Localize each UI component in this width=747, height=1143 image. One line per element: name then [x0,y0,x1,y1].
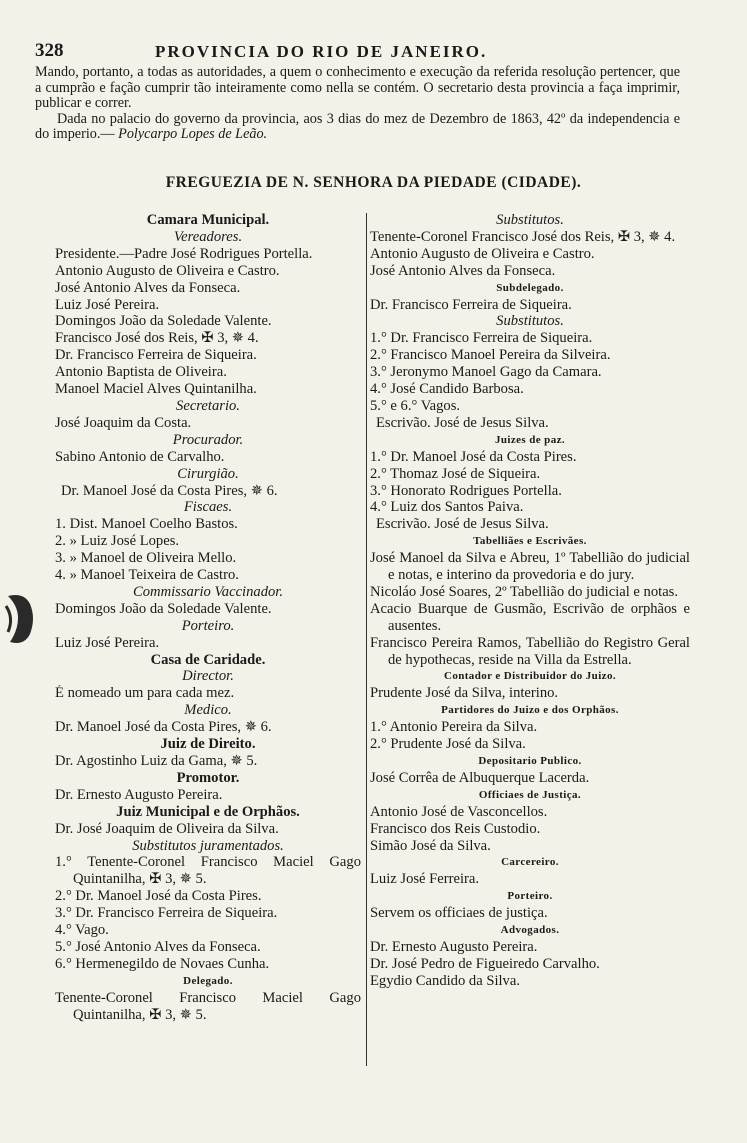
ink-blot-mark [4,590,38,648]
entry-line: 1.° Dr. Francisco Ferreira de Siqueira. [370,330,593,347]
role-heading: Director. [182,668,234,685]
entry-line: 2.° Dr. Manoel José da Costa Pires. [55,888,262,905]
intro-text [35,65,680,143]
role-heading: Advogados. [500,924,560,937]
role-heading: Delegado. [183,974,233,987]
entry-line: 1.° Dr. Manoel José da Costa Pires. [370,448,577,465]
section-heading: Juiz Municipal e de Orphãos. [116,803,300,820]
entry-line: 2.° Francisco Manoel Pereira da Silveira. [370,347,611,364]
entry-line: José Corrêa de Albuquerque Lacerda. [370,769,590,786]
role-heading: Vereadores. [173,228,243,245]
entry-line: José Manoel da Silva e Abreu, 1º Tabellião do judicial e notas, e interino da provedoria e do jury. [370,550,690,584]
entry-line: Dr. Francisco Ferreira de Siqueira. [370,296,572,313]
entry-line: Tenente-Coronel Francisco José dos Reis, ✠ 3, ✵ 4. [370,228,676,245]
entry-line: 3.° Jeronymo Manoel Gago da Camara. [370,364,602,381]
role-heading: Carcereiro. [501,856,559,869]
entry-line: Dr. José Pedro de Figueiredo Carvalho. [370,955,600,972]
role-heading: Fiscaes. [183,499,233,516]
entry-line: Simão José da Silva. [370,837,491,854]
entry-line: É nomeado um para cada mez. [55,685,235,702]
section-heading: Promotor. [176,769,240,786]
role-heading: Partidores do Juizo e dos Orphãos. [441,704,619,717]
entry-line: Sabino Antonio de Carvalho. [55,448,225,465]
entry-line: Prudente José da Silva, interino. [370,685,559,702]
role-heading: Medico. [184,702,232,719]
role-heading: Commissario Vaccinador. [133,583,283,600]
clerk-line: Escrivão. José de Jesus Silva. [376,414,549,431]
section-title: FREGUEZIA DE N. SENHORA DA PIEDADE (CIDADE). [165,174,582,191]
role-heading: Depositario Publico. [478,755,582,767]
entry-line: Nicoláo José Soares, 2º Tabellião do judicial e notas. [370,583,679,600]
entry-line: José Antonio Alves da Fonseca. [55,279,241,296]
entry-line: Antonio Augusto de Oliveira e Castro. [55,262,280,279]
entry-line: Francisco dos Reis Custodio. [370,820,541,837]
entry-line: Tenente-Coronel Francisco Maciel Gago Quintanilha, ✠ 3, ✵ 5. [55,989,361,1023]
role-heading: Cirurgião. [177,465,239,482]
entry-line: Luiz José Ferreira. [370,871,480,888]
entry-line: 4.° José Candido Barbosa. [370,381,524,398]
entry-line: 2. » Luiz José Lopes. [55,533,180,550]
entry-line: Domingos João da Soledade Valente. [55,600,272,617]
entry-line: Dr. José Joaquim de Oliveira da Silva. [55,820,279,837]
role-heading: Subdelegado. [496,281,564,294]
entry-line: 5.° José Antonio Alves da Fonseca. [55,938,261,955]
role-heading: Tabelliães e Escrivães. [473,535,587,548]
entry-line: Luiz José Pereira. [55,296,160,313]
entry-line: Dr. Agostinho Luiz da Gama, ✵ 5. [55,753,258,769]
entry-line: José Joaquim da Costa. [55,414,192,431]
role-heading: Porteiro. [181,617,235,634]
entry-line: 3.° Dr. Francisco Ferreira de Siqueira. [55,905,278,922]
entry-line: Acacio Buarque de Gusmão, Escrivão de orphãos e ausentes. [370,600,690,634]
entry-line: 3. » Manoel de Oliveira Mello. [55,550,237,567]
entry-line: Francisco José dos Reis, ✠ 3, ✵ 4. [55,330,259,347]
entry-line: Presidente.—Padre José Rodrigues Portella. [55,245,313,262]
entry-line: Domingos João da Soledade Valente. [55,313,272,330]
entry-line: Egydio Candido da Silva. [370,972,520,989]
right-column [370,212,690,990]
signature: Polycarpo Lopes de Leão. [118,126,268,142]
left-column [55,212,361,1024]
entry-line: 4.° Vago. [55,922,109,939]
entry-line: 4.° Luiz dos Santos Paiva. [370,499,524,516]
entry-line: 2.° Thomaz José de Siqueira. [370,465,541,482]
intro-paragraph-2 [35,112,680,143]
intro-paragraph-1: Mando, portanto, a todas as autoridades, a quem o conhecimento e execução da referida resolução pertencer, que a cumprão e fação cumprir tão inteiramente como nella se contém. O secretario desta provincia a faça imprimir, publicar e correr. [35,64,680,111]
role-heading: Porteiro. [507,890,553,903]
entry-line: 1.° Antonio Pereira da Silva. [370,719,538,736]
role-heading: Juizes de paz. [494,433,566,446]
entry-line: Dr. Manoel José da Costa Pires, ✵ 6. [55,719,272,736]
entry-line: 6.° Hermenegildo de Novaes Cunha. [55,955,270,972]
column-divider [366,213,367,1066]
entry-line: 4. » Manoel Teixeira de Castro. [55,567,239,584]
section-heading: Camara Municipal. [146,212,270,228]
entry-line: 5.° e 6.° Vagos. [370,397,461,414]
entry-line: Antonio Augusto de Oliveira e Castro. [370,245,595,262]
entry-line: Antonio José de Vasconcellos. [370,803,548,820]
section-heading: Casa de Caridade. [150,651,266,668]
page-header [35,40,685,64]
clerk-line: Escrivão. José de Jesus Silva. [376,516,549,533]
entry-line: Dr. Ernesto Augusto Pereira. [370,938,538,955]
role-heading: Substitutos. [496,313,564,330]
entry-line: 3.° Honorato Rodrigues Portella. [370,482,562,499]
intro-date-text: Dada no palacio do governo da provincia, aos 3 dias do mez de Dezembro de 1863, 42º da independencia e do imperio.— [35,110,680,142]
role-heading: Contador e Distribuidor do Juizo. [443,670,616,683]
role-heading: Procurador. [172,431,244,448]
entry-line: Antonio Baptista de Oliveira. [55,364,227,381]
page-number: 328 [35,40,64,61]
entry-line: 2.° Prudente José da Silva. [370,736,526,753]
entry-line: Servem os officiaes de justiça. [370,905,548,922]
entry-line: 1.° Tenente-Coronel Francisco Maciel Gago Quintanilha, ✠ 3, ✵ 5. [55,854,361,888]
role-heading: Secretario. [176,397,240,414]
running-title: PROVINCIA DO RIO DE JANEIRO. [155,42,488,61]
entry-line: José Antonio Alves da Fonseca. [370,262,556,279]
section-heading: Juiz de Direito. [160,736,256,753]
entry-line: Manoel Maciel Alves Quintanilha. [55,381,257,398]
entry-line: Dr. Ernesto Augusto Pereira. [55,786,223,803]
role-heading: Substitutos. [496,212,564,228]
entry-line: 1. Dist. Manoel Coelho Bastos. [55,516,238,533]
role-heading: Substitutos juramentados. [132,837,284,854]
role-heading: Officiaes de Justiça. [478,788,582,801]
entry-line: Francisco Pereira Ramos, Tabellião do Registro Geral de hypothecas, reside na Villa da Estrella. [370,634,690,668]
entry-line: Dr. Manoel José da Costa Pires, ✵ 6. [61,482,278,499]
entry-line: Dr. Francisco Ferreira de Siqueira. [55,347,257,364]
entry-line: Luiz José Pereira. [55,634,160,651]
